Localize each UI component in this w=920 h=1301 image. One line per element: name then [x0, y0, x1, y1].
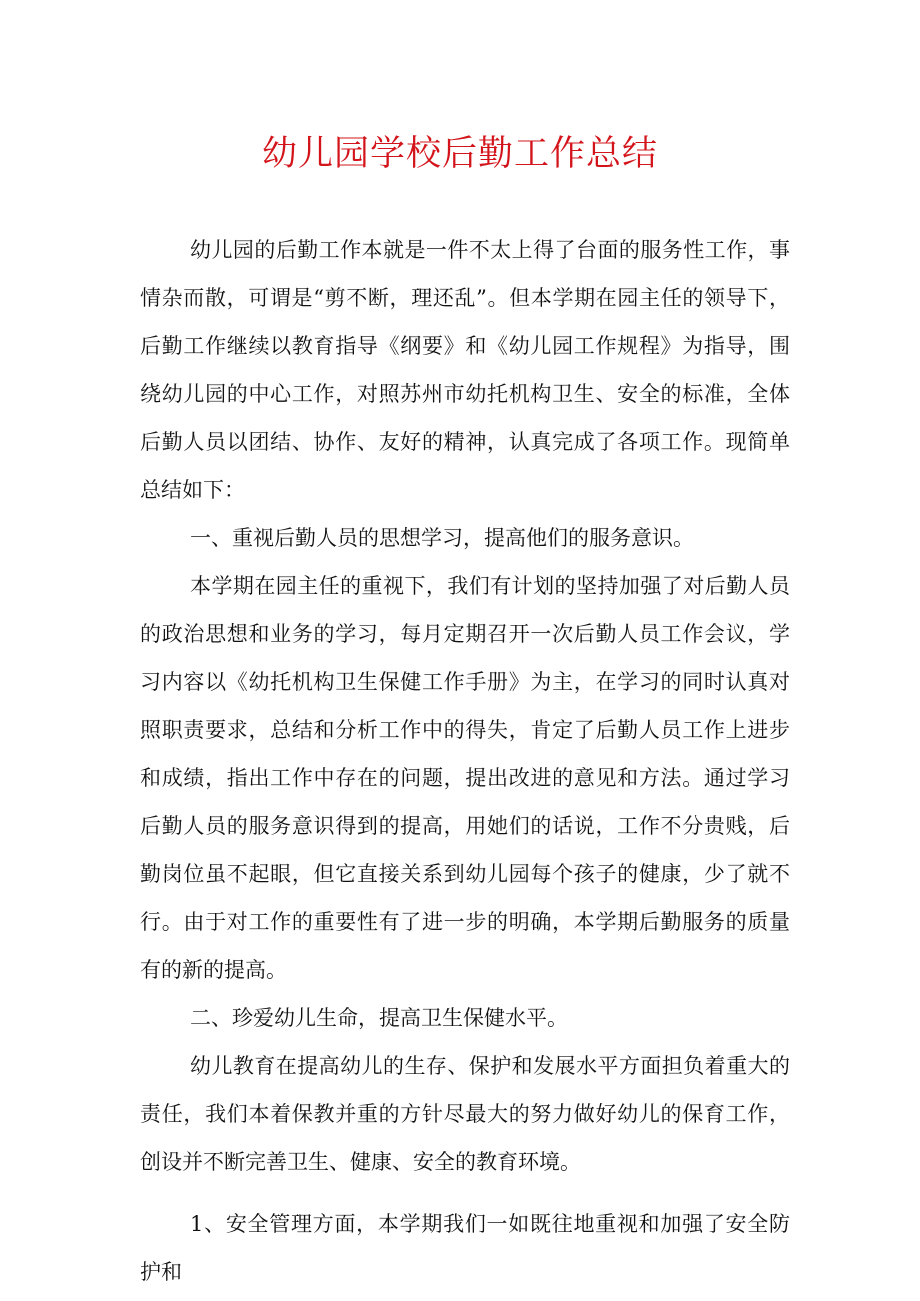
section-heading-1: 一、重视后勤人员的思想学习，提高他们的服务意识。: [190, 526, 694, 550]
document-body: [140, 226, 790, 1296]
section-heading-2: 二、珍爱幼儿生命，提高卫生保健水平。: [190, 1006, 568, 1030]
section-1-paragraph: 本学期在园主任的重视下，我们有计划的坚持加强了对后勤人员的政治思想和业务的学习，每月定期召开一次后勤人员工作会议，学习内容以《幼托机构卫生保健工作手册》为主，在学习的同时认真对照职责要求，总结和分析工作中的得失，肯定了后勤人员工作上进步和成绩，指出工作中存在的问题，提出改进的意见和方法。通过学习后勤人员的服务意识得到的提高，用她们的话说，工作不分贵贱，后勤岗位虽不起眼，但它直接关系到幼儿园每个孩子的健康，少了就不行。由于对工作的重要性有了进一步的明确，本学期后勤服务的质量有的新的提高。: [140, 574, 790, 982]
item-1-paragraph: 1、安全管理方面，本学期我们一如既往地重视和加强了安全防护和: [140, 1212, 790, 1284]
document-title: 幼儿园学校后勤工作总结: [261, 134, 658, 174]
intro-paragraph: 幼儿园的后勤工作本就是一件不太上得了台面的服务性工作，事情杂而散，可谓是“剪不断，理还乱”。但本学期在园主任的领导下，后勤工作继续以教育指导《纲要》和《幼儿园工作规程》为指导，围绕幼儿园的中心工作，对照苏州市幼托机构卫生、安全的标准，全体后勤人员以团结、协作、友好的精神，认真完成了各项工作。现简单总结如下：: [140, 238, 790, 502]
section-2-paragraph: 幼儿教育在提高幼儿的生存、保护和发展水平方面担负着重大的责任，我们本着保教并重的方针尽最大的努力做好幼儿的保育工作，创设并不断完善卫生、健康、安全的教育环境。: [140, 1054, 790, 1174]
